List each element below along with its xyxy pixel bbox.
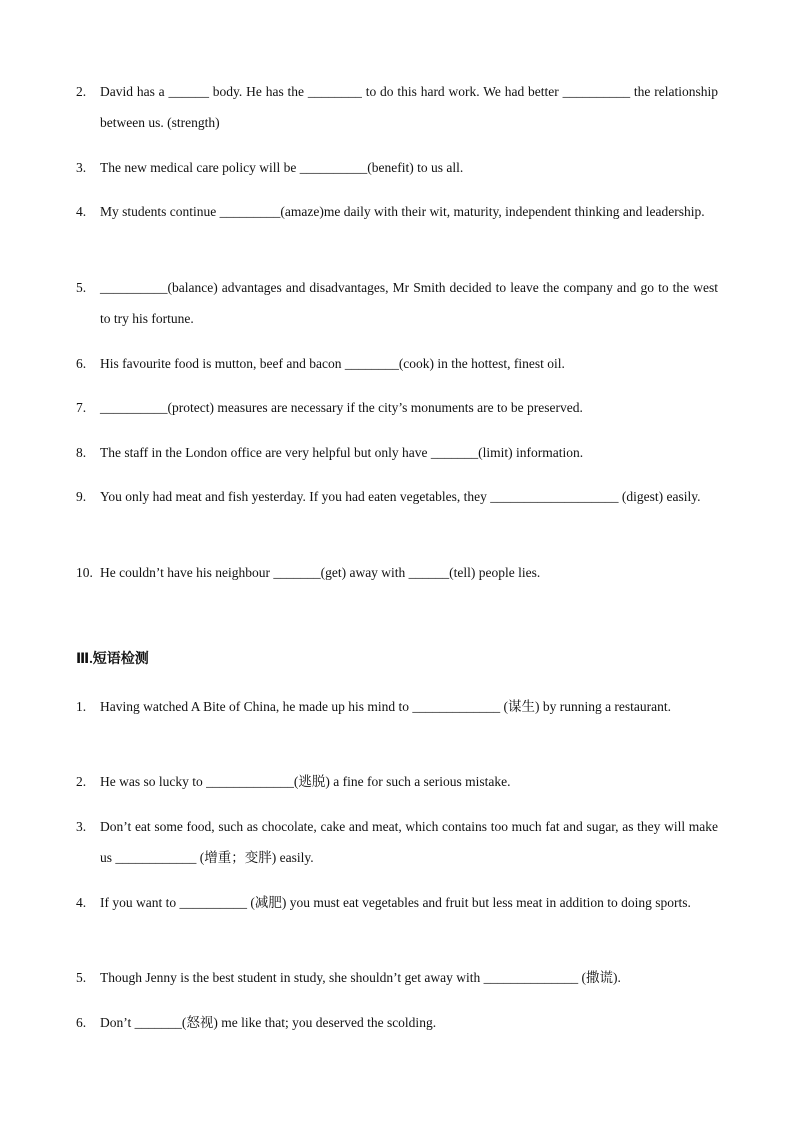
- exercise-item: [76, 196, 718, 227]
- exercise-item: [76, 811, 718, 873]
- item-text: Don’t eat some food, such as chocolate, cake and meat, which contains too much fat and sugar, as they will make us ____________ (增重；变胖) easily.: [100, 819, 718, 865]
- exercise-item: [76, 481, 718, 512]
- item-number: 2.: [76, 84, 87, 99]
- exercise-item: [76, 152, 718, 183]
- item-text: Don’t _______(怒视) me like that; you deserved the scolding.: [100, 1015, 437, 1030]
- exercise-item: [76, 76, 718, 138]
- item-text: __________(balance) advantages and disadvantages, Mr Smith decided to leave the company and go to the west to try his fortune.: [100, 280, 718, 326]
- exercise-item: [76, 437, 718, 468]
- exercise-item: [76, 557, 718, 588]
- exercise-item: [76, 348, 718, 379]
- exercise-item: [76, 691, 718, 722]
- exercise-item: [76, 766, 718, 797]
- item-text: My students continue _________(amaze)me daily with their wit, maturity, independent thinking and leadership.: [100, 204, 705, 219]
- item-number: 4.: [76, 895, 87, 910]
- item-number: 3.: [76, 819, 87, 834]
- item-number: 4.: [76, 204, 87, 219]
- section-title: Ⅲ.短语检测: [76, 652, 149, 667]
- item-text: If you want to __________ (减肥) you must eat vegetables and fruit but less meat in addition to doing sports.: [100, 895, 691, 910]
- exercise-item: [76, 887, 718, 918]
- item-text: His favourite food is mutton, beef and bacon ________(cook) in the hottest, finest oil.: [100, 356, 565, 371]
- item-text: He couldn’t have his neighbour _______(get) away with ______(tell) people lies.: [100, 565, 541, 580]
- item-number: 6.: [76, 356, 87, 371]
- exercise-item: [76, 962, 718, 993]
- item-number: 2.: [76, 774, 87, 789]
- item-text: Having watched A Bite of China, he made up his mind to _____________ (谋生) by running a restaurant.: [100, 699, 672, 714]
- item-text: The staff in the London office are very helpful but only have _______(limit) information.: [100, 445, 584, 460]
- item-number: 5.: [76, 970, 87, 985]
- item-number: 7.: [76, 400, 87, 415]
- item-text: He was so lucky to _____________(逃脱) a fine for such a serious mistake.: [100, 774, 511, 789]
- item-number: 5.: [76, 280, 87, 295]
- item-text: David has a ______ body. He has the ________ to do this hard work. We had better __________ the relationship between us. (strength): [100, 84, 718, 130]
- exercise-item: [76, 272, 718, 334]
- item-text: Though Jenny is the best student in study, she shouldn’t get away with ______________ (撒谎).: [100, 970, 621, 985]
- item-number: 3.: [76, 160, 87, 175]
- item-number: 9.: [76, 489, 87, 504]
- item-number: 8.: [76, 445, 87, 460]
- item-number: 1.: [76, 699, 87, 714]
- exercise-item: [76, 392, 718, 423]
- item-number: 6.: [76, 1015, 87, 1030]
- item-text: You only had meat and fish yesterday. If you had eaten vegetables, they ___________________ (digest) easily.: [100, 489, 701, 504]
- exercise-item: [76, 1007, 718, 1038]
- item-text: The new medical care policy will be __________(benefit) to us all.: [100, 160, 464, 175]
- item-text: __________(protect) measures are necessary if the city’s monuments are to be preserved.: [100, 400, 583, 415]
- item-number: 10.: [76, 565, 93, 580]
